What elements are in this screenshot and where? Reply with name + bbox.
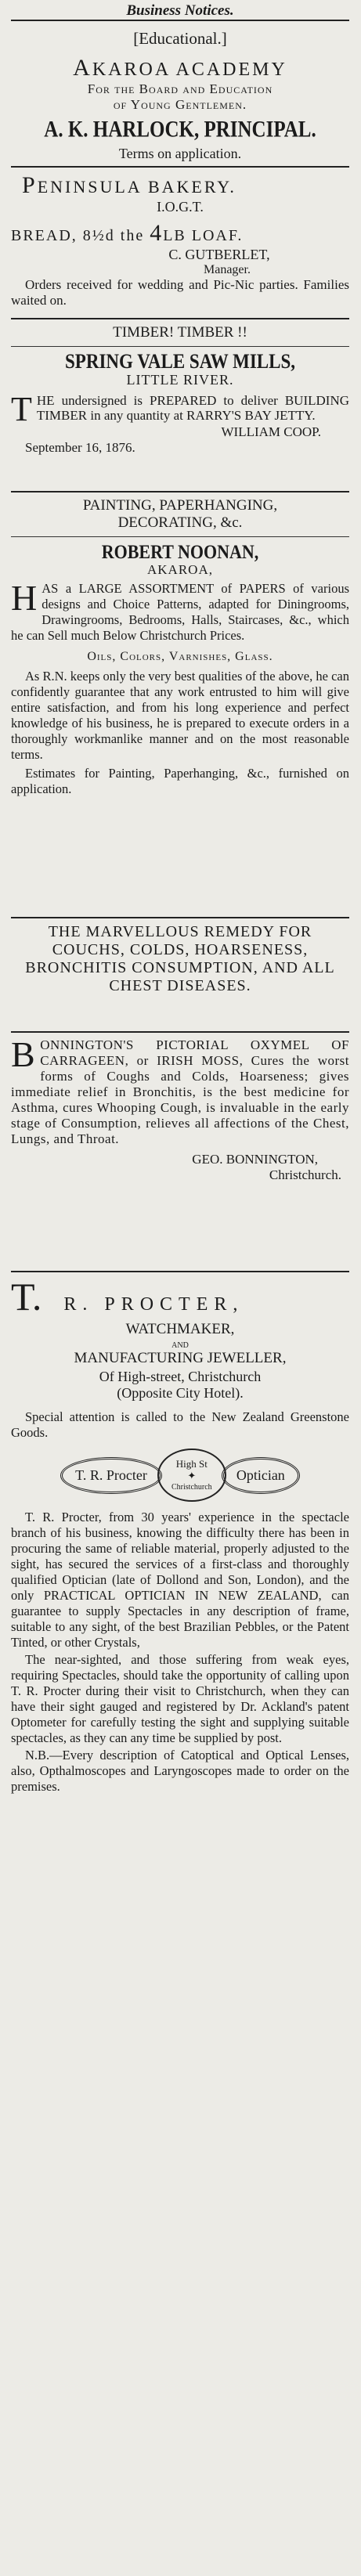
bakery-note: Orders received for wedding and Pic-Nic parties. Families waited on.	[11, 277, 349, 308]
academy-principal: A. K. HARLOCK, PRINCIPAL.	[44, 117, 316, 143]
mill-date: September 16, 1876.	[25, 440, 135, 455]
procter-para2: The near-sighted, and those suffering from weak eyes, requiring Spectacles, should take the opportunity of calling upon T. R. Procter during their visit to Christchurch, when they can have their sight gauged and registered by Dr. Ackland's patent Optometer for carefully testing the sight and supplying suitable spectacles, as they can any time be supplied by post.	[11, 1652, 349, 1745]
procter-name-line	[11, 1275, 349, 1319]
bridge-seal	[157, 1449, 226, 1502]
procter-name: R. PROCTER,	[63, 1294, 244, 1315]
noonan-text: AS a LARGE ASSORTMENT of PAPERS of various designs and Choice Patterns, adapted for Diningrooms, Drawingrooms, Bedrooms, Halls, Staircases, &c., which he can Sell much Below Christchurch Prices.	[11, 581, 349, 643]
academy-name	[11, 55, 349, 81]
academy-line2: of Young Gentlemen.	[113, 97, 247, 112]
spring-vale-ad	[11, 319, 349, 491]
academy-terms: Terms on application.	[118, 146, 242, 161]
procter-hotel: (Opposite City Hotel).	[117, 1385, 244, 1401]
spectacles-emblem	[11, 1449, 349, 1502]
bakery-name	[22, 172, 349, 199]
procter-trade2: MANUFACTURING JEWELLER,	[74, 1350, 287, 1366]
bakery-role: Manager.	[204, 263, 251, 276]
divider-thin	[11, 536, 349, 537]
procter-and: AND	[171, 1341, 189, 1350]
academy-line1: For the Board and Education	[87, 81, 273, 96]
bridge-star-icon: ✦	[187, 1469, 197, 1481]
bonnington-text: ONNINGTON'S PICTORIAL OXYMEL OF CARRAGEEN, or IRISH MOSS, Cures the worst forms of Coughs and Colds, Hoarseness; gives immediate relief in Bronchitis, is the best medicine for Asthma, cures Whooping Cough, is invaluable in the early stage of Consumption, relieves all affections of the Chest, Lungs, and Throat.	[11, 1037, 349, 1146]
noonan-head2: DECORATING, &c.	[117, 514, 243, 531]
remedy-ad	[11, 918, 349, 1031]
mill-location: LITTLE RIVER.	[126, 372, 234, 388]
bakery-initial: P	[22, 172, 38, 198]
akaroa-academy-ad	[11, 21, 349, 166]
academy-initial: A	[73, 55, 92, 81]
left-lens	[60, 1457, 162, 1494]
bakery-order: I.O.G.T.	[157, 199, 204, 215]
bridge-bottom-text: Christchurch	[171, 1482, 212, 1492]
noonan-place: AKAROA,	[147, 562, 213, 577]
procter-ad	[11, 1272, 349, 1801]
noonan-initial: H	[11, 578, 38, 618]
bakery-bread-line	[11, 220, 349, 247]
bridge-top-text: High St	[175, 1457, 208, 1470]
bread-prefix: BREAD, 8½d the	[11, 227, 150, 244]
lens-left-text: T. R. Procter	[75, 1467, 147, 1483]
procter-initial: T.	[11, 1275, 42, 1319]
bakery-name-rest: ENINSULA BAKERY.	[37, 177, 236, 197]
noonan-para3: Estimates for Painting, Paperhanging, &c., furnished on application.	[11, 766, 349, 796]
bread-number: 4	[150, 220, 164, 246]
procter-para1: T. R. Procter, from 30 years' experience in the spectacle branch of his business, knowing the difficulty there has been in procuring the same of reliable material, properly adjusted to the sight, has secured the services of a first-class and thoroughly qualified Optician (late of Dollond and Son, London), and the only PRACTICAL OPTICIAN IN NEW ZEALAND, can guarantee to supply Spectacles in any description of frame, suitable to any sight, of the best Brazilian Pebbles, or the Patent Tinted, or other Crystals,	[11, 1510, 349, 1650]
right-lens	[222, 1457, 300, 1494]
noonan-head1: PAINTING, PAPERHANGING,	[82, 497, 278, 514]
noonan-para2: As R.N. keeps only the very best qualities of the above, he can confidently guarantee that any work entrusted to him will give entire satisfaction, and from his long experience and perfect knowledge of his business, he is prepared to execute orders in a thoroughly workmanlike manner and on the most reasonable terms.	[11, 669, 349, 762]
noonan-name: ROBERT NOONAN,	[101, 540, 259, 563]
mill-body	[11, 390, 349, 428]
divider-thin	[11, 346, 349, 347]
mill-text: HE undersigned is PREPARED to deliver BUILDING TIMBER in any quantity at RARRY'S BAY JETTY.	[36, 393, 349, 423]
peninsula-bakery-ad	[11, 168, 349, 318]
bonnington-place: Christchurch.	[269, 1167, 341, 1182]
noonan-goods: Oils, Colors, Varnishes, Glass.	[87, 650, 273, 663]
remedy-text: THE MARVELLOUS REMEDY FOR COUCHS, COLDS, HOARSENESS, BRONCHITIS CONSUMPTION, AND ALL CHEST DISEASES.	[25, 923, 335, 994]
timber-banner: TIMBER! TIMBER !!	[113, 324, 247, 341]
newspaper-column	[11, 0, 349, 1801]
procter-trade1: WATCHMAKER,	[125, 1321, 235, 1337]
bonnington-signature: GEO. BONNINGTON,	[192, 1152, 318, 1167]
noonan-ad	[11, 492, 349, 917]
ad-category: [Educational.]	[133, 29, 227, 48]
procter-address: Of High-street, Christchurch	[99, 1369, 262, 1384]
section-header: Business Notices.	[126, 2, 234, 19]
bread-suffix: LB LOAF.	[163, 227, 244, 244]
mill-signature: WILLIAM COOP.	[221, 424, 321, 439]
procter-para3: N.B.—Every description of Catoptical and Optical Lenses, also, Opthalmoscopes and Laryngoscopes made to order on the premises.	[11, 1748, 349, 1794]
bonnington-body	[11, 1034, 349, 1147]
procter-special: Special attention is called to the New Zealand Greenstone Goods.	[11, 1409, 349, 1440]
academy-name-rest: KAROA ACADEMY	[92, 60, 287, 80]
mill-title: SPRING VALE SAW MILLS,	[65, 350, 295, 373]
noonan-body	[11, 578, 349, 644]
bakery-proprietor: C. GUTBERLET,	[168, 247, 270, 262]
mill-initial: T	[11, 390, 32, 428]
bonnington-ad	[11, 1033, 349, 1271]
bonnington-initial: B	[11, 1034, 36, 1074]
lens-right-text: Optician	[236, 1467, 285, 1483]
